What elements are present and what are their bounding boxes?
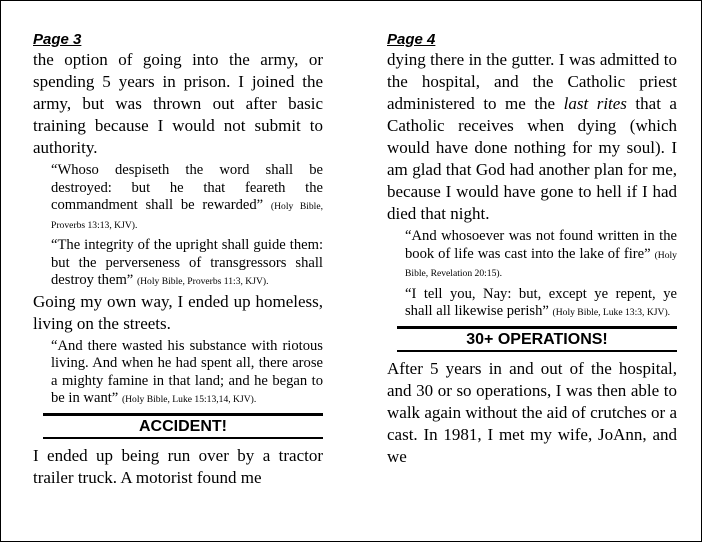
quote-text: “And whosoever was not found written in the book of life was cast into the lake of fire” <box>405 228 677 262</box>
proverbs-11-3-quote <box>51 237 323 291</box>
quote-text: “And there wasted his substance with riotous living. And when he had spent all, there arose a mighty famine in that land; and he began to be in want” <box>51 337 323 406</box>
hospital-text-a: dying there in the gutter. I was admitted to the hospital, and the Catholic priest administered to me the <box>387 50 677 113</box>
revelation-20-15-quote <box>405 228 677 283</box>
quote-text: “The integrity of the upright shall guide them: but the perverseness of transgressors shall destroy them” <box>51 237 323 288</box>
hospital-text-b: that a Catholic receives when dying (which would have done nothing for my soul). I am glad that God had another plan for me, because I would have gone to hell if I had died that night. <box>387 94 677 223</box>
quote-citation: (Holy Bible, Proverbs 13:13, KJV). <box>51 201 324 231</box>
accident-paragraph: I ended up being run over by a tractor trailer truck. A motorist found me <box>33 445 323 487</box>
luke-15-quote <box>51 338 323 409</box>
quote-citation: (Holy Bible, Proverbs 11:3, KJV). <box>136 276 269 287</box>
luke-13-3-quote <box>405 286 677 322</box>
quote-citation: (Holy Bible, Luke 13:3, KJV). <box>552 307 671 318</box>
quote-citation: (Holy Bible, Luke 15:13,14, KJV). <box>121 394 257 405</box>
page-3-column <box>33 31 323 489</box>
last-rites-emphasis: last rites <box>563 94 627 113</box>
homeless-paragraph: Going my own way, I ended up homeless, living on the streets. <box>33 291 323 333</box>
quote-text: “I tell you, Nay: but, except ye repent, ye shall all likewise perish” <box>405 285 677 319</box>
page-3-label: Page 3 <box>33 31 82 48</box>
operations-paragraph: After 5 years in and out of the hospital, and 30 or so operations, I was then able to walk again without the aid of crutches or a cast. In 1981, I met my wife, JoAnn, and we <box>387 358 677 466</box>
quote-citation: (Holy Bible, Revelation 20:15). <box>405 249 677 279</box>
hospital-paragraph <box>387 49 677 225</box>
proverbs-13-13-quote <box>51 162 323 234</box>
page-4-column <box>387 31 677 468</box>
quote-text: “Whoso despiseth the word shall be destroyed: but he that feareth the commandment shall be rewarded” <box>51 162 323 213</box>
page-4-label: Page 4 <box>387 31 436 48</box>
army-paragraph: the option of going into the army, or spending 5 years in prison. I joined the army, but was thrown out after basic training because I would not submit to authority. <box>33 50 323 157</box>
operations-heading: 30+ OPERATIONS! <box>397 326 677 352</box>
accident-heading: ACCIDENT! <box>43 413 323 439</box>
